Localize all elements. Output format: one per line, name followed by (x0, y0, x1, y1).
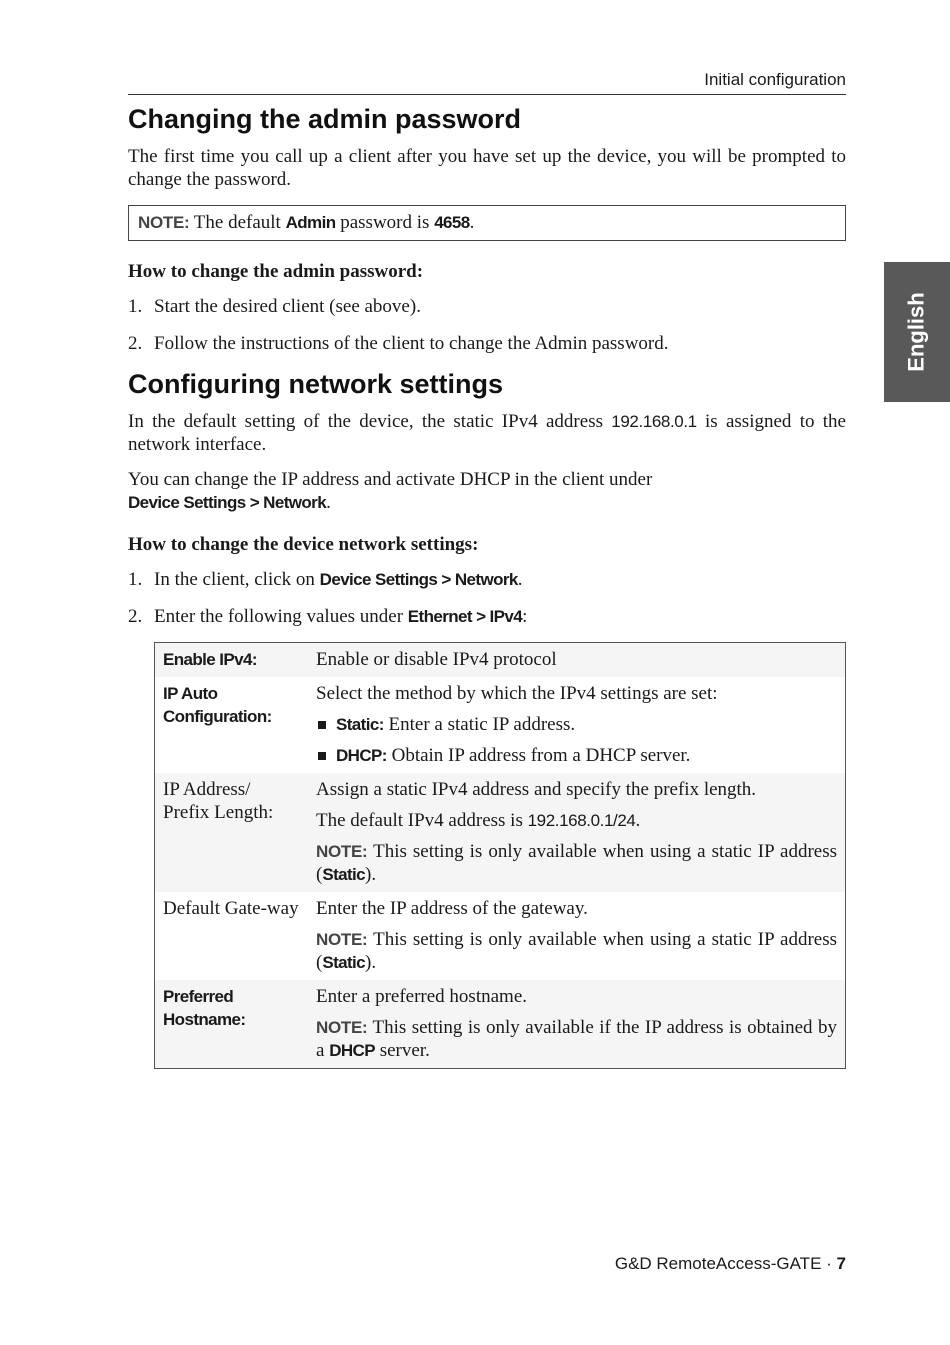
static-term: Static (322, 953, 366, 972)
step-text (154, 568, 522, 591)
setting-name: IP Address/ Prefix Length: (155, 773, 309, 892)
text-part: This setting is only available when using a static IP address ( (316, 929, 837, 973)
table-row (155, 773, 846, 892)
default-ip-value: 192.168.0.1 (611, 412, 697, 431)
language-tab (884, 262, 950, 402)
network-default-paragraph (128, 410, 846, 456)
cell-text (316, 809, 837, 832)
paragraph-text: You can change the IP address and activate DHCP in the client under (128, 469, 653, 490)
page-footer (128, 1254, 846, 1274)
setting-description (308, 677, 846, 773)
bullet-square-icon (318, 721, 326, 729)
list-item (128, 568, 846, 591)
step-text-part: In the client, click on (154, 569, 320, 590)
note-text: password is (335, 212, 435, 233)
static-term: Static (322, 865, 366, 884)
table-row (155, 677, 846, 773)
bullet-square-icon (318, 752, 326, 760)
page-content (128, 100, 846, 1069)
cell-note (316, 840, 837, 886)
cell-note (316, 928, 837, 974)
table-row (155, 892, 846, 980)
text-part: ). (365, 952, 377, 973)
table-row (155, 643, 846, 678)
menu-path: Device Settings > Network (128, 493, 327, 512)
note-label: NOTE: (138, 213, 190, 232)
note-label: NOTE: (316, 930, 368, 949)
list-item (316, 713, 837, 736)
cell-text: Select the method by which the IPv4 settings are set: (316, 683, 718, 704)
ipv4-settings-table (154, 642, 846, 1069)
note-text: The default (189, 212, 286, 233)
section-title-network-settings: Configuring network settings (128, 369, 503, 399)
step-text-part: Enter the following values under (154, 606, 408, 627)
text-part: The default IPv4 address is (316, 810, 528, 831)
step-number: 1. (128, 569, 143, 590)
admin-steps-list (128, 295, 846, 355)
step-text-part: : (522, 606, 528, 627)
note-label: NOTE: (316, 842, 368, 861)
option-label: DHCP: (336, 746, 387, 765)
product-name: G&D RemoteAccess-GATE · (614, 1254, 837, 1273)
cell-text: Enter a preferred hostname. (316, 986, 528, 1007)
setting-description (308, 980, 846, 1069)
option-text: Enter a static IP address. (383, 714, 576, 735)
network-steps-list (128, 568, 846, 628)
step-text (154, 605, 527, 628)
text-part: server. (374, 1040, 430, 1061)
setting-description (308, 892, 846, 980)
admin-password-intro: The first time you call up a client after you have set up the device, you will be prompted to change the password. (128, 146, 846, 190)
setting-name: IP Auto Configuration: (163, 684, 272, 726)
list-item (128, 295, 846, 318)
list-item (316, 744, 837, 767)
text-part: . (635, 810, 641, 831)
cell-text: Enable or disable IPv4 protocol (316, 649, 557, 670)
step-text-part: . (517, 569, 523, 590)
paragraph-text: is assigned to the network interface. (128, 411, 846, 455)
step-text: Start the desired client (see above). (154, 296, 421, 317)
page-number: 7 (836, 1254, 846, 1273)
cell-note (316, 1016, 837, 1062)
table-row (155, 980, 846, 1069)
note-label: NOTE: (316, 1018, 368, 1037)
admin-term: Admin (285, 213, 336, 232)
setting-description (308, 643, 846, 678)
step-number: 2. (128, 606, 143, 627)
text-part: This setting is only available if the IP address is obtained by a (316, 1017, 837, 1061)
default-ip-prefix-value: 192.168.0.1/24 (527, 811, 636, 830)
list-item (128, 332, 846, 355)
section-title-admin-password: Changing the admin password (128, 104, 522, 134)
paragraph-text: In the default setting of the device, the static IPv4 address (128, 411, 612, 432)
network-change-paragraph (128, 468, 846, 514)
text-part: ). (365, 864, 377, 885)
dhcp-term: DHCP (329, 1041, 375, 1060)
cell-text: Enter the IP address of the gateway. (316, 898, 588, 919)
step-text: Follow the instructions of the client to change the Admin password. (154, 333, 669, 354)
menu-path: Device Settings > Network (319, 570, 518, 589)
list-item (128, 605, 846, 628)
setting-name: Preferred Hostname: (155, 980, 309, 1069)
setting-name: Enable IPv4: (155, 643, 309, 678)
default-password-note (128, 205, 846, 241)
setting-name: Default Gate-way (163, 898, 299, 919)
paragraph-text: . (326, 492, 331, 513)
step-number: 2. (128, 333, 143, 354)
note-text: . (469, 212, 475, 233)
howto-network-heading: How to change the device network settings: (128, 534, 479, 555)
howto-admin-heading: How to change the admin password: (128, 261, 424, 282)
running-head: Initial configuration (128, 70, 846, 95)
cell-text: Assign a static IPv4 address and specify the prefix length. (316, 779, 757, 800)
text-part: This setting is only available when using a static IP address ( (316, 841, 837, 885)
option-text: Obtain IP address from a DHCP server. (386, 745, 691, 766)
option-label: Static: (336, 715, 384, 734)
language-tab-label: English (904, 292, 930, 372)
menu-path: Ethernet > IPv4 (407, 607, 523, 626)
default-password-value: 4658 (434, 213, 470, 232)
setting-description (308, 773, 846, 892)
step-number: 1. (128, 296, 143, 317)
